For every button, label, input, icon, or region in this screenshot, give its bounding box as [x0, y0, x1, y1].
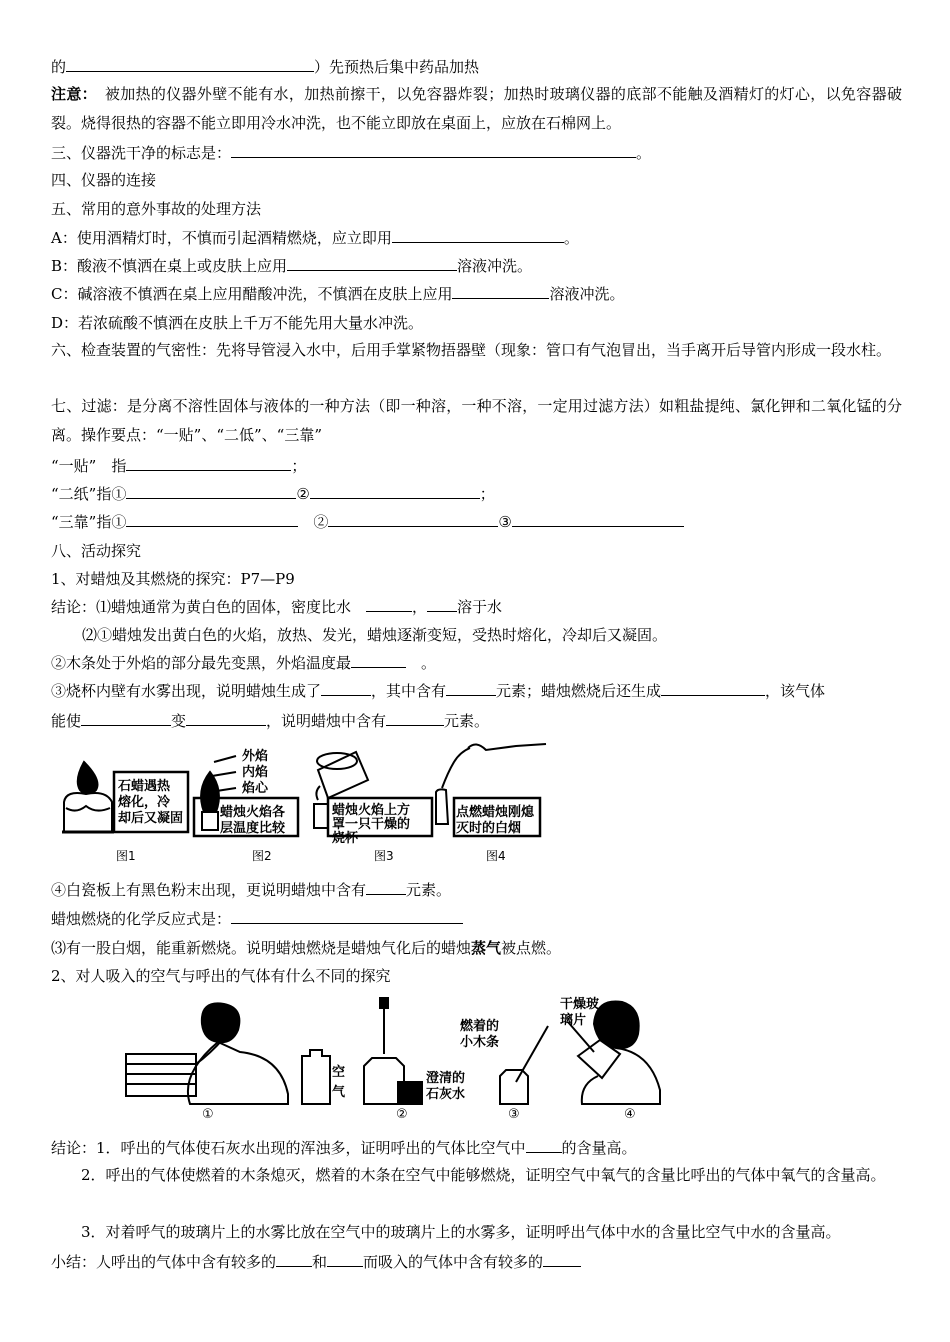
fig1-text: 石蜡遇热 [118, 779, 171, 794]
answer-blank[interactable] [386, 710, 444, 726]
candle-reaction: 蜡烛燃烧的化学反应式是： [51, 908, 902, 930]
fig1-text: 熔化，冷 [118, 795, 171, 810]
answer-blank[interactable] [310, 483, 480, 499]
answer-blank[interactable] [512, 511, 684, 527]
answer-blank[interactable] [231, 908, 463, 924]
candle-conclusion-2: ⑵①蜡烛发出黄白色的火焰，放热、发光，蜡烛逐渐变短，受热时熔化，冷却后又凝固。 [82, 626, 668, 644]
breath-figures [120, 994, 680, 1124]
section-4: 四、仪器的连接 [51, 171, 157, 189]
candle-conclusion-gas: 能使 变 ，说明蜡烛中含有 元素。 [51, 712, 490, 730]
answer-blank[interactable] [366, 879, 406, 895]
answer-blank[interactable] [126, 483, 296, 499]
section-5: 五、常用的意外事故的处理方法 [51, 200, 262, 218]
item-a: A：使用酒精灯时，不慎而引起酒精燃烧，应立即用 。 [51, 229, 579, 247]
fig-caption: 图1 [116, 849, 136, 863]
candle-figures [56, 742, 556, 866]
answer-blank[interactable] [186, 710, 266, 726]
fig3-text: 罩一只干燥的 [332, 817, 411, 832]
flame-core-label: 焰心 [242, 781, 269, 796]
fig-caption: 图3 [374, 849, 394, 863]
answer-blank[interactable] [327, 1251, 363, 1267]
answer-blank[interactable] [231, 142, 636, 158]
air-label: 空 [332, 1065, 346, 1080]
fig-number: ④ [624, 1107, 636, 1122]
answer-blank[interactable] [392, 227, 564, 243]
note-paragraph: 注意： 被加热的仪器外壁不能有水，加热前擦干，以免容器炸裂；加热时玻璃仪器的底部不能触及酒精灯的灯心，以免容器破裂。烧得很热的容器不能立即用冷水冲洗，也不能立即放在桌面上，应放在石棉网上。 [51, 85, 902, 132]
answer-blank[interactable] [427, 596, 457, 612]
filter-erzhi: “二纸”指① ② ； [51, 485, 495, 503]
fig2-text: 蜡烛火焰各 [220, 805, 286, 820]
item-d: D：若浓硫酸不慎洒在皮肤上千万不能先用大量水冲洗。 [51, 314, 424, 332]
item-c: C：碱溶液不慎洒在桌上应用醋酸冲洗，不慎洒在皮肤上应用 溶液冲洗。 [51, 285, 625, 303]
flame-icon [78, 762, 98, 794]
breath-conclusion-3: 3．对着呼气的玻璃片上的水雾比放在空气中的玻璃片上的水雾多，证明呼出气体中水的含量比空气中水的含量高。 [81, 1223, 841, 1241]
filter-yitie: “一贴” 指 ； [51, 457, 307, 475]
answer-blank[interactable] [328, 511, 498, 527]
note-label: 注意： [51, 85, 90, 103]
fig-number: ③ [508, 1107, 520, 1122]
burning-stick-label: 小木条 [460, 1035, 500, 1050]
answer-blank[interactable] [126, 455, 291, 471]
candle-conclusion-water: ③烧杯内壁有水雾出现，说明蜡烛生成了 ，其中含有 元素；蜡烛燃烧后还生成 ，该气体 [51, 682, 826, 700]
answer-blank[interactable] [446, 680, 496, 696]
candle-title: 1、对蜡烛及其燃烧的探究：P7—P9 [51, 570, 295, 588]
answer-blank[interactable] [287, 255, 457, 271]
limewater-label: 石灰水 [426, 1087, 466, 1102]
candle-conclusion-outer-flame: ②木条处于外焰的部分最先变黑，外焰温度最 。 [51, 654, 437, 672]
limewater-label: 澄清的 [426, 1071, 466, 1086]
fig-caption: 图2 [252, 849, 272, 863]
fig-number: ① [202, 1107, 214, 1122]
fig4-text: 点燃蜡烛刚熄 [456, 805, 535, 820]
fig-number: ② [396, 1107, 408, 1122]
candle-conclusion-smoke: ⑶有一股白烟，能重新燃烧。说明蜡烛燃烧是蜡烛气化后的蜡烛蒸气被点燃。 [51, 939, 562, 957]
breath-title: 2、对人吸入的空气与呼出的气体有什么不同的探究 [51, 967, 391, 985]
breath-conclusion-2: 2．呼出的气体使燃着的木条熄灭，燃着的木条在空气中能够燃烧，证明空气中氧气的含量比呼出的气体中氧气的含量高。 [81, 1166, 886, 1184]
breath-conclusion-1: 结论：1．呼出的气体使石灰水出现的浑浊多，证明呼出的气体比空气中 的含量高。 [51, 1139, 637, 1157]
outer-flame-label: 外焰 [242, 749, 269, 764]
fig2-text: 层温度比较 [220, 821, 286, 836]
answer-blank[interactable] [452, 283, 549, 299]
answer-blank[interactable] [351, 652, 406, 668]
candle-conclusion-carbon: ④白瓷板上有黑色粉末出现，更说明蜡烛中含有 元素。 [51, 881, 452, 899]
answer-blank[interactable] [126, 511, 298, 527]
section-3: 三、仪器洗干净的标志是： 。 [51, 144, 652, 162]
section-7: 七、过滤：是分离不溶性固体与液体的一种方法（即一种溶，一种不溶，一定用过滤方法）如粗盐提纯、氯化钾和二氧化锰的分离。操作要点：“一贴”、“二低”、“三靠” [51, 397, 902, 444]
candle-conclusion-1: 结论：⑴蜡烛通常为黄白色的固体，密度比水 ， 溶于水 [51, 598, 503, 616]
answer-blank[interactable] [661, 680, 765, 696]
answer-blank[interactable] [81, 710, 171, 726]
section-6: 六、检查装置的气密性：先将导管浸入水中，后用手掌紧物捂器壁（现象：管口有气泡冒出，当手离开后导管内形成一段水柱。 [51, 341, 892, 359]
answer-blank[interactable] [276, 1251, 312, 1267]
section-8: 八、活动探究 [51, 542, 142, 560]
inner-flame-label: 内焰 [242, 765, 269, 780]
fig-caption: 图4 [486, 849, 506, 863]
answer-blank[interactable] [66, 56, 314, 72]
answer-blank[interactable] [543, 1251, 581, 1267]
fig4-text: 灭时的白烟 [456, 821, 522, 836]
dry-glass-label: 干燥玻 [560, 997, 600, 1012]
fig3-text: 蜡烛火焰上方 [332, 803, 411, 818]
dry-glass-label: 璃片 [560, 1013, 587, 1028]
filter-sankao: “三靠”指① ② ③ [51, 511, 902, 533]
line-preheat: 的 ）先预热后集中药品加热 [51, 58, 480, 76]
fig1-text: 却后又凝固 [118, 811, 184, 826]
air-label: 气 [332, 1085, 346, 1100]
breath-summary: 小结：人呼出的气体中含有较多的 和 而吸入的气体中含有较多的 [51, 1251, 902, 1273]
item-b: B：酸液不慎洒在桌上或皮肤上应用 溶液冲洗。 [51, 257, 533, 275]
answer-blank[interactable] [321, 680, 371, 696]
fig3-text: 烧杯 [332, 831, 359, 846]
answer-blank[interactable] [366, 596, 412, 612]
answer-blank[interactable] [526, 1137, 562, 1153]
burning-stick-label: 燃着的 [460, 1019, 500, 1034]
